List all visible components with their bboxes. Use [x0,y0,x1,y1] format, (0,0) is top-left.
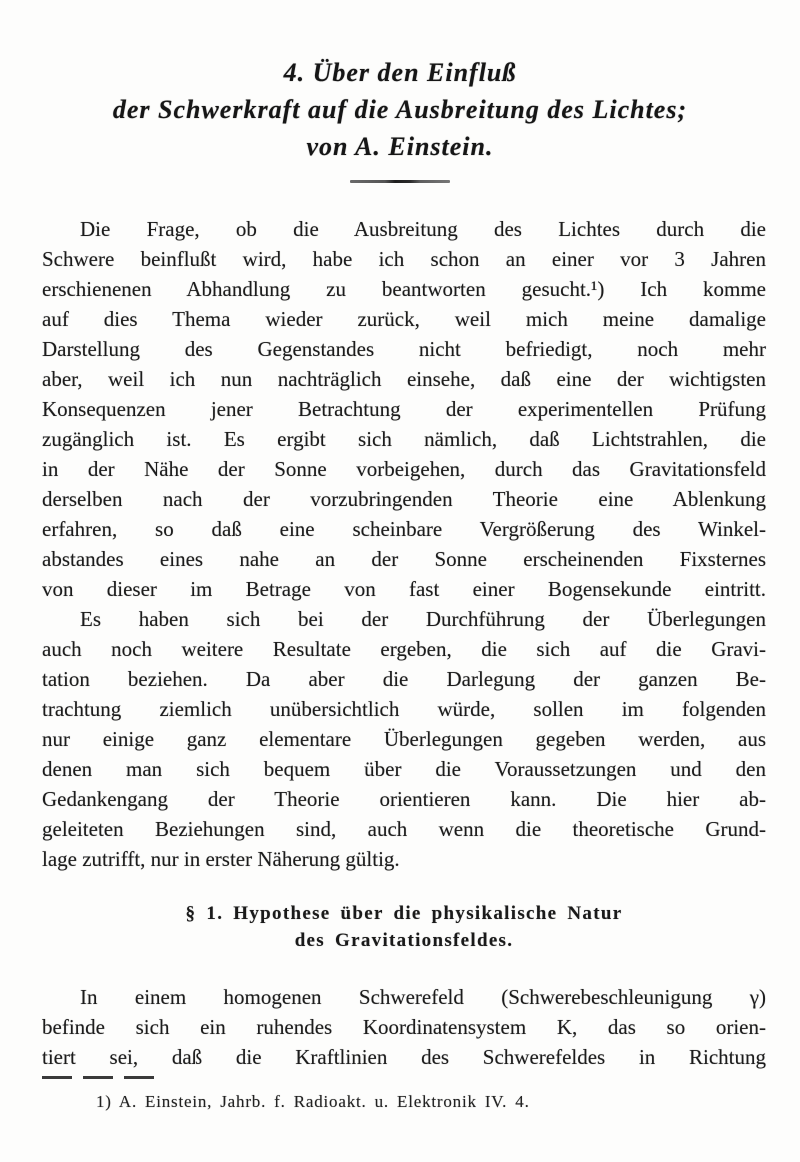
article-body [42,214,766,1072]
text-line: aber, weil ich nun nachträglich einsehe, daß eine der wichtigsten [42,367,766,391]
footnote-block [42,1076,766,1112]
text-line: in der Nähe der Sonne vorbeigehen, durch das Gravitationsfeld [42,457,766,481]
text-line: befinde sich ein ruhendes Koordinatensystem K, das so orien- [42,1015,766,1039]
text-line: In einem homogenen Schwerefeld (Schwerebeschleunigung γ) [80,985,766,1009]
paragraph [42,982,766,1072]
paper-title-block [0,0,800,165]
paragraph [42,214,766,604]
text-line: auch noch weitere Resultate ergeben, die sich auf die Gravi- [42,637,766,661]
text-line: von dieser im Betrage von fast einer Bogensekunde eintritt. [42,577,766,601]
paragraph [42,604,766,874]
text-line: erschienenen Abhandlung zu beantworten gesucht.¹) Ich komme [42,277,766,301]
section-1-heading-line-1: § 1. Hypothese über die physikalische Natur [185,903,623,924]
text-line: denen man sich bequem über die Voraussetzungen und den [42,757,766,781]
section-1-paragraphs [42,982,766,1072]
text-line: nur einige ganz elementare Überlegungen gegeben werden, aus [42,727,766,751]
text-line: Konsequenzen jener Betrachtung der experimentellen Prüfung [42,397,766,421]
footnote-separator-rule [42,1076,160,1079]
text-line: Gedankengang der Theorie orientieren kann. Die hier ab- [42,787,766,811]
text-line: tiert sei, daß die Kraftlinien des Schwerefeldes in Richtung [42,1045,766,1069]
text-line: derselben nach der vorzubringenden Theorie eine Ablenkung [42,487,766,511]
paper-title-line-1: 4. Über den Einfluß [283,58,517,87]
intro-paragraphs [42,214,766,874]
title-divider-rule [350,180,450,183]
text-line: tation beziehen. Da aber die Darlegung der ganzen Be- [42,667,766,691]
text-line: erfahren, so daß eine scheinbare Vergrößerung des Winkel- [42,517,766,541]
text-line: trachtung ziemlich unübersichtlich würde, sollen im folgenden [42,697,766,721]
text-line: abstandes eines nahe an der Sonne erscheinenden Fixsternes [42,547,766,571]
section-1-heading-line-2: des Gravitationsfeldes. [294,930,514,951]
text-line: Schwere beinflußt wird, habe ich schon an einer vor 3 Jahren [42,247,766,271]
text-line: auf dies Thema wieder zurück, weil mich meine damalige [42,307,766,331]
text-line: Es haben sich bei der Durchführung der Überlegungen [80,607,766,631]
footnote-text: 1) A. Einstein, Jahrb. f. Radioakt. u. Elektronik IV. 4. [96,1092,530,1111]
section-1-heading [42,900,766,954]
text-line: Darstellung des Gegenstandes nicht befriedigt, noch mehr [42,337,766,361]
text-line: geleiteten Beziehungen sind, auch wenn die theoretische Grund- [42,817,766,841]
text-line: zugänglich ist. Es ergibt sich nämlich, daß Lichtstrahlen, die [42,427,766,451]
paper-author-line: von A. Einstein. [306,132,494,161]
text-line: Die Frage, ob die Ausbreitung des Lichtes durch die [80,217,766,241]
paper-title-line-2: der Schwerkraft auf die Ausbreitung des Lichtes; [112,95,688,124]
text-line: lage zutrifft, nur in erster Näherung gültig. [42,847,400,871]
